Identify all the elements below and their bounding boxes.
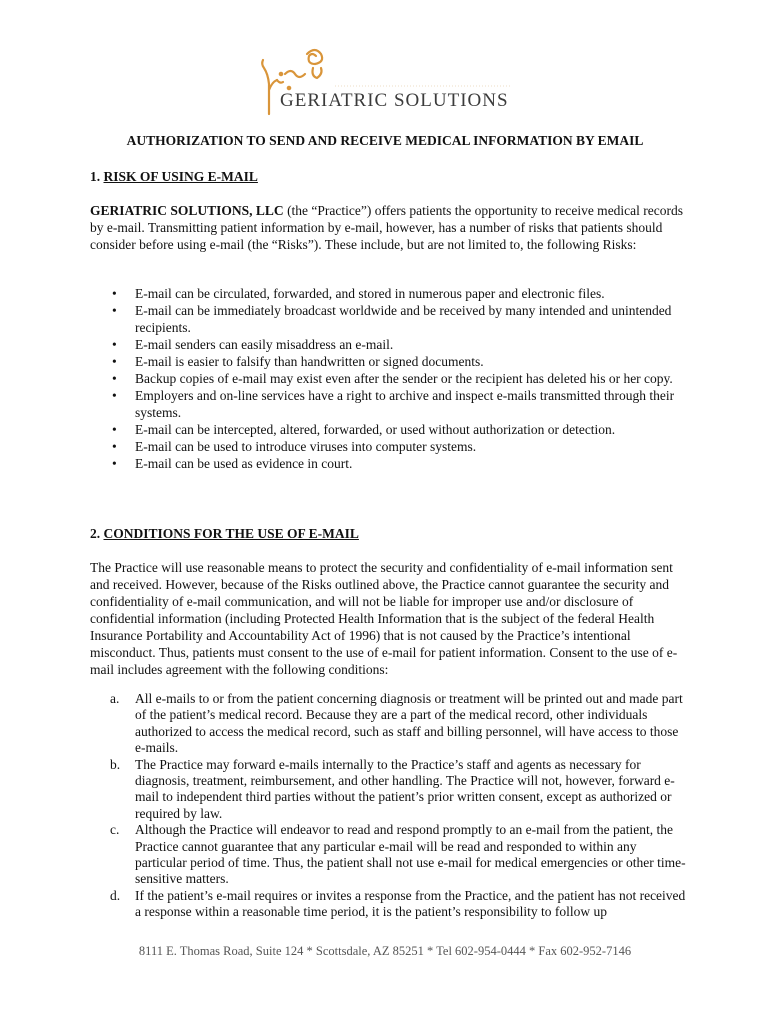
risk-item: • E-mail can be intercepted, altered, forwarded, or used without authorization or detection.: [110, 421, 690, 438]
section-1-intro-text: (the “Practice”) offers patients the opportunity to receive medical records by e-mail. Transmitting patient information by e-mail, however, has a number of risks that patients should consider before using e-mail (the “Risks”). These include, but are not limited to, the following Risks:: [90, 203, 684, 252]
section-2-number: 2.: [90, 526, 101, 541]
risks-list: [110, 285, 690, 472]
risk-item: • E-mail can be used to introduce viruses into computer systems.: [110, 438, 690, 455]
condition-marker: a.: [110, 691, 120, 706]
condition-text: All e-mails to or from the patient concerning diagnosis or treatment will be printed out and made part of the patient’s medical record. Because they are a part of the medical record, other individuals authorized to access the medical record, such as staff and billing personnel, will have access to those e-mails.: [135, 691, 683, 756]
risk-item: • E-mail can be used as evidence in court.: [110, 455, 690, 472]
practice-name: GERIATRIC SOLUTIONS, LLC: [90, 203, 284, 218]
section-1-number: 1.: [90, 169, 101, 184]
section-1-intro: [90, 202, 690, 253]
section-2-heading: [90, 526, 359, 542]
risk-item: • E-mail can be circulated, forwarded, and stored in numerous paper and electronic files.: [110, 285, 690, 302]
condition-marker: c.: [110, 822, 120, 838]
condition-marker: b.: [110, 756, 121, 772]
section-1-title: RISK OF USING E-MAIL: [103, 169, 258, 184]
risk-item: • Employers and on-line services have a right to archive and inspect e-mails transmitted through their systems.: [110, 387, 690, 421]
footer-address: 8111 E. Thomas Road, Suite 124 * Scottsdale, AZ 85251 * Tel 602-954-0444 * Fax 602-952-7146: [138, 944, 632, 958]
section-2-intro: The Practice will use reasonable means to protect the security and confidentiality of e-mail information sent and received. However, because of the Risks outlined above, the Practice cannot guarantee the security and confidentiality of e-mail communication, and will not be liable for improper use and/or disclosure of confidential information (including Protected Health Information that is the subject of the federal Health Insurance Portability and Accountability Act of 1996) that is not caused by the Practice’s intentional misconduct. Thus, patients must consent to the use of e-mail for patient information. Consent to the use of e-mail includes agreement with the following conditions:: [90, 560, 678, 677]
condition-text: The Practice may forward e-mails internally to the Practice’s staff and agents as necessary for diagnosis, treatment, reimbursement, and other handling. The Practice will not, however, forward e-mail to independent third parties without the patient’s prior written consent, except as authorized or required by law.: [135, 756, 675, 821]
condition-marker: d.: [110, 887, 121, 903]
document-title: AUTHORIZATION TO SEND AND RECEIVE MEDICAL INFORMATION BY EMAIL: [126, 133, 644, 148]
condition-item: [110, 888, 690, 921]
condition-item: [110, 757, 690, 823]
risk-item: • E-mail senders can easily misaddress an e-mail.: [110, 336, 690, 353]
risk-item: • E-mail can be immediately broadcast worldwide and be received by many intended and unintended recipients.: [110, 302, 690, 336]
condition-item: [110, 822, 690, 888]
condition-item: [110, 691, 690, 757]
condition-text: If the patient’s e-mail requires or invites a response from the Practice, and the patient has not received a response within a reasonable time period, it is the patient’s responsibility to follow up: [135, 887, 686, 920]
condition-text: Although the Practice will endeavor to read and respond promptly to an e-mail from the patient, the Practice cannot guarantee that any particular e-mail will be read and responded to within any particular period of time. Thus, the patient shall not use e-mail for medical emergencies or other time-sensitive matters.: [135, 822, 686, 887]
section-1-heading: [90, 169, 258, 185]
conditions-list: [110, 691, 690, 921]
logo-text: GERIATRIC SOLUTIONS: [280, 90, 509, 111]
risk-item: • Backup copies of e-mail may exist even after the sender or the recipient has deleted his or her copy.: [110, 370, 690, 387]
section-2-title: CONDITIONS FOR THE USE OF E-MAIL: [103, 526, 359, 541]
risk-item: • E-mail is easier to falsify than handwritten or signed documents.: [110, 353, 690, 370]
